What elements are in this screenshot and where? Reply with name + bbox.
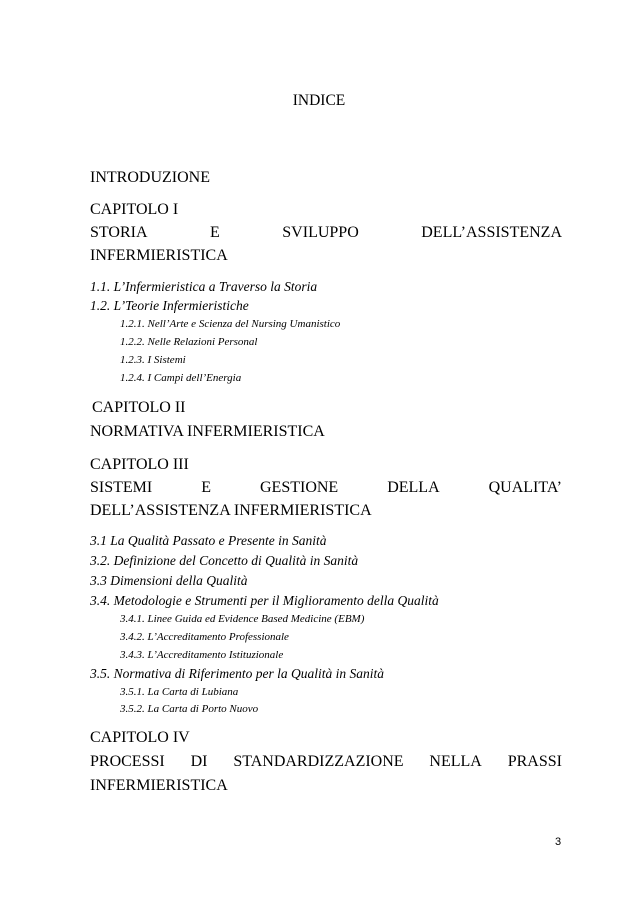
chapter-3-title-line [90, 478, 562, 498]
chapter-3-label: CAPITOLO III [90, 456, 189, 473]
word: PROCESSI [90, 753, 165, 770]
word: DELLA [387, 479, 440, 496]
chapter-1-title-line-2: INFERMIERISTICA [90, 247, 228, 264]
index-title: INDICE [292, 92, 346, 109]
chapter-2-title: NORMATIVA INFERMIERISTICA [90, 423, 325, 440]
toc-section: 1.1. L’Infermieristica a Traverso la Storia [90, 279, 318, 294]
toc-subsection: 3.4.3. L’Accreditamento Istituzionale [120, 649, 284, 661]
toc-section: 3.3 Dimensioni della Qualità [90, 573, 248, 588]
page-number: 3 [555, 836, 562, 848]
toc-section: 3.4. Metodologie e Strumenti per il Miglioramento della Qualità [90, 593, 439, 608]
toc-section: 3.1 La Qualità Passato e Presente in Sanità [90, 533, 327, 548]
toc-introduzione: INTRODUZIONE [90, 169, 210, 186]
word: E [201, 479, 211, 496]
word: E [210, 224, 220, 241]
chapter-1-title-line [90, 223, 562, 243]
word: DI [190, 753, 208, 770]
toc-subsection: 1.2.2. Nelle Relazioni Personal [120, 336, 258, 348]
chapter-4-label: CAPITOLO IV [90, 729, 190, 746]
toc-subsection: 3.5.2. La Carta di Porto Nuovo [120, 703, 259, 715]
word: SVILUPPO [282, 224, 359, 241]
word: NELLA [429, 753, 482, 770]
toc-section: 3.2. Definizione del Concetto di Qualità in Sanità [90, 553, 359, 568]
word: STORIA [90, 224, 148, 241]
chapter-4-title-line [90, 752, 562, 772]
word: STANDARDIZZAZIONE [233, 753, 404, 770]
toc-subsection: 3.4.1. Linee Guida ed Evidence Based Medicine (EBM) [120, 613, 365, 625]
toc-section: 1.2. L’Teorie Infermieristiche [90, 298, 249, 313]
chapter-4-title-line-2: INFERMIERISTICA [90, 777, 228, 794]
word: QUALITA’ [488, 479, 562, 496]
chapter-1-label: CAPITOLO I [90, 201, 179, 218]
toc-subsection: 3.4.2. L’Accreditamento Professionale [120, 631, 289, 643]
toc-subsection: 1.2.4. I Campi dell’Energia [120, 372, 242, 384]
word: SISTEMI [90, 479, 153, 496]
word: GESTIONE [259, 479, 339, 496]
chapter-2-label: CAPITOLO II [92, 399, 186, 416]
toc-subsection: 1.2.3. I Sistemi [120, 354, 186, 366]
toc-section: 3.5. Normativa di Riferimento per la Qualità in Sanità [90, 666, 384, 681]
toc-subsection: 1.2.1. Nell’Arte e Scienza del Nursing Umanistico [120, 318, 341, 330]
toc-subsection: 3.5.1. La Carta di Lubiana [120, 686, 239, 698]
word: DELL’ASSISTENZA [421, 224, 562, 241]
chapter-3-title-line-2: DELL’ASSISTENZA INFERMIERISTICA [90, 502, 372, 519]
word: PRASSI [507, 753, 562, 770]
